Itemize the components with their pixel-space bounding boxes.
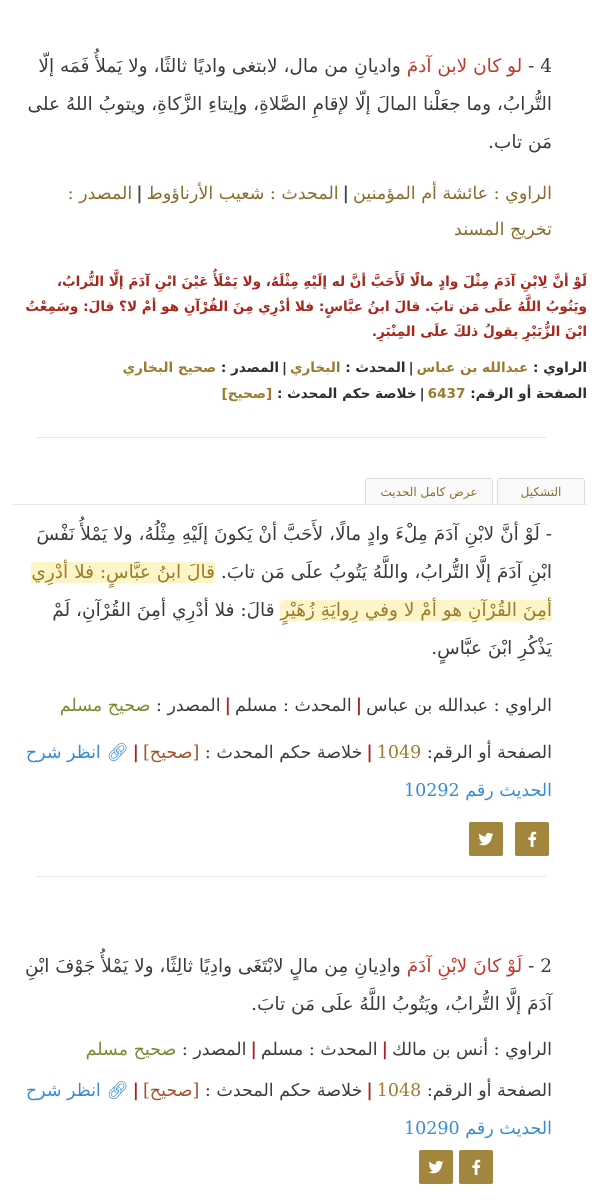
facebook-icon [524, 831, 540, 847]
page-number: 6437 [427, 386, 466, 402]
hadith-grade-3: الصفحة أو الرقم: 1049|خلاصة حكم المحدث : [صحيح]|🔗︎ انظر شرح الحديث رقم 10292 [25, 743, 552, 801]
tab-tashkeel[interactable]: التشكيل [497, 478, 585, 505]
facebook-share-button[interactable] [459, 1150, 493, 1184]
source-link[interactable]: تخريج المسند [454, 220, 552, 240]
page-number: 1048 [376, 1081, 422, 1101]
hadith-number: 4 - [522, 56, 552, 77]
source-link[interactable]: صحيح مسلم [59, 696, 151, 716]
sharh-link[interactable]: انظر شرح الحديث رقم 10290 [25, 1081, 552, 1139]
hadith-body: واديانِ من مال، لابتغى واديًا ثالثًا، ولا يَملأُ فَمَه إلّا التُّرابُ، وما جعَلْنا المالَ إلّا لإقامِ الصَّلاةِ، وإيتاءِ الزَّكاةِ، ويتوبُ اللهُ على مَن تاب. [27, 56, 552, 153]
hadith-meta-3: الراوي : عبدالله بن عباس|المحدث : مسلم|المصدر : صحيح مسلم [59, 696, 552, 716]
hadith-meta-1: الراوي : عائشة أم المؤمنين|المحدث : شعيب الأرناؤوط|المصدر : تخريج المسند [67, 184, 552, 240]
page-number: 1049 [376, 743, 422, 763]
divider [36, 437, 546, 438]
hadith-grade-4: الصفحة أو الرقم: 1048|خلاصة حكم المحدث : [صحيح]|🔗︎ انظر شرح الحديث رقم 10290 [25, 1081, 552, 1139]
link-icon: 🔗︎ [106, 743, 129, 763]
source-link[interactable]: صحيح البخاري [122, 360, 217, 376]
narrator-link[interactable]: عبدالله بن عباس [416, 360, 529, 376]
grade-badge: [صحيح] [221, 386, 273, 402]
muhaddith-link[interactable]: مسلم [234, 696, 278, 716]
twitter-share-button[interactable] [419, 1150, 453, 1184]
hadith-text-1 [22, 48, 552, 162]
highlighted-passage: قالَ ابنُ عبَّاسٍ: فلا أدْرِي أمِنَ القُرْآنِ هو أمْ لا وفي رِوايَةِ زُهَيْرٍ [31, 562, 552, 621]
facebook-share-button[interactable] [515, 822, 549, 856]
grade-badge: [صحيح] [142, 1081, 200, 1101]
hadith-highlight-red: لَوْ كانَ لابْنِ آدَمَ [406, 956, 523, 977]
hadith-text-4: 2 - لَوْ كانَ لابْنِ آدَمَ وادِيانِ مِن مالٍ لابْتَغَى وادِيًا ثالِثًا، ولا يَمْلأُ جَوْفَ ابْنِ آدَمَ إلَّا التُّرابُ، ويَتُوبُ اللَّهُ علَى مَن تابَ. [25, 956, 552, 1015]
muhaddith-link[interactable]: شعيب الأرناؤوط [146, 184, 265, 204]
hadith-meta-4: الراوي : أنس بن مالك|المحدث : مسلم|المصدر : صحيح مسلم [85, 1040, 552, 1060]
facebook-icon [468, 1159, 484, 1175]
hadith-number: 2 - [522, 956, 552, 977]
twitter-icon [428, 1159, 444, 1175]
hadith-highlight-red: لو كان لابن آدمَ [406, 56, 523, 77]
divider [36, 876, 546, 877]
twitter-icon [478, 831, 494, 847]
muhaddith-link[interactable]: البخاري [289, 360, 341, 376]
grade-badge: [صحيح] [142, 743, 200, 763]
sharh-link[interactable]: انظر شرح الحديث رقم 10292 [25, 743, 552, 801]
narrator-link[interactable]: عبدالله بن عباس [366, 696, 489, 716]
link-icon: 🔗︎ [106, 1081, 129, 1101]
narrator-link[interactable]: عائشة أم المؤمنين [353, 184, 489, 204]
twitter-share-button[interactable] [469, 822, 503, 856]
tab-full-hadith[interactable]: عرض كامل الحديث [365, 478, 493, 505]
narrator-link[interactable]: أنس بن مالك [391, 1040, 489, 1060]
muhaddith-link[interactable]: مسلم [260, 1040, 304, 1060]
hadith-text-3: - لَوْ أنَّ لابْنِ آدَمَ مِلْءَ وادٍ مالًا، لأَحَبَّ أنْ يَكونَ إلَيْهِ مِثْلُهُ، ولا يَمْلأُ نَفْسَ ابْنِ آدَمَ إلَّا التُّرابُ، واللَّهُ يَتُوبُ علَى مَن تابَ. قالَ ابنُ عبَّاسٍ: فلا أدْرِي أمِنَ القُرْآنِ هو أمْ لا وفي رِوايَةِ زُهَيْرٍ قالَ: فلا أدْرِي أمِنَ القُرْآنِ، لَمْ يَذْكُرِ ابْنَ عبَّاسٍ. [31, 524, 552, 659]
source-link[interactable]: صحيح مسلم [85, 1040, 177, 1060]
hadith-meta-2: الراوي : عبدالله بن عباس|المحدث : البخاري|المصدر : صحيح البخاري الصفحة أو الرقم: 6437|خلاصة حكم المحدث : [صحيح] [122, 360, 587, 402]
tabs-baseline [12, 504, 587, 505]
hadith-text-2: لَوْ أنَّ لِابْنِ آدَمَ مِثْلَ وادٍ مالًا لَأَحَبَّ أنَّ له إلَيْهِ مِثْلَهُ، ولا يَمْلَأُ عَيْنَ ابْنِ آدَمَ إلَّا التُّرابُ، ويَتُوبُ اللَّهُ علَى مَن تابَ. قالَ ابنُ عبَّاسٍ: فلا أدْرِي مِنَ القُرْآنِ هو أمْ لا؟ قالَ: وسَمِعْتُ ابْنَ الزُّبَيْرِ يقولُ ذلكَ علَى المِنْبَرِ. [25, 274, 587, 340]
